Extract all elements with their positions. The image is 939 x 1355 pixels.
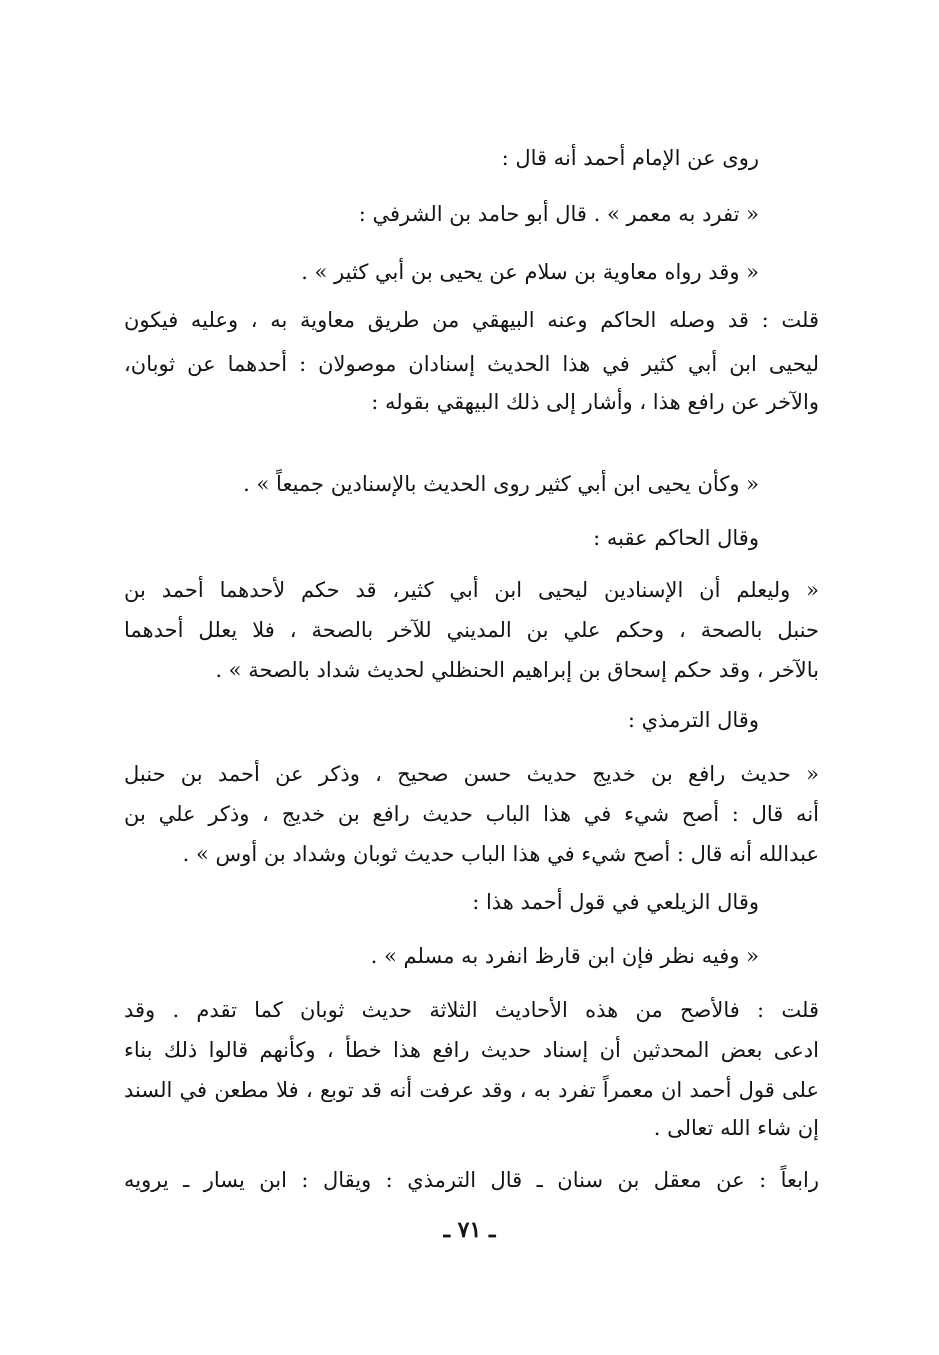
quote-line: حنبل بالصحة ، وحكم علي بن المديني للآخر بالصحة ، فلا يعلل أحدهما [124, 618, 819, 642]
quote-line: « حديث رافع بن خديج حديث حسن صحيح ، وذكر عن أحمد بن حنبل [124, 762, 819, 786]
text-line: وقال الزيلعي في قول أحمد هذا : [472, 890, 759, 914]
quote-line: « وكأن يحيى ابن أبي كثير روى الحديث بالإسنادين جميعاً » . [243, 472, 759, 496]
quote-line: « تفرد به معمر » . قال أبو حامد بن الشرفي : [358, 202, 759, 226]
text-line: على قول أحمد ان معمراً تفرد به ، وقد عرفت أنه قد توبع ، فلا مطعن في السند [124, 1078, 819, 1102]
quote-line: « وفيه نظر فإن ابن قارظ انفرد به مسلم » . [370, 944, 759, 968]
quote-line: عبدالله أنه قال : أصح شيء في هذا الباب حديث ثوبان وشداد بن أوس » . [182, 842, 819, 866]
text-line: ادعى بعض المحدثين أن إسناد حديث رافع هذا خطأ ، وكأنهم قالوا ذلك بناء [124, 1038, 819, 1062]
page-number: ـ ٧١ ـ [443, 1217, 496, 1243]
text-line: والآخر عن رافع هذا ، وأشار إلى ذلك البيهقي بقوله : [371, 390, 819, 414]
quote-line: بالآخر ، وقد حكم إسحاق بن إبراهيم الحنظلي لحديث شداد بالصحة » . [215, 658, 819, 682]
text-line: وقال الترمذي : [627, 708, 759, 732]
text-line: ليحيى ابن أبي كثير في هذا الحديث إسنادان موصولان : أحدهما عن ثوبان، [124, 352, 819, 376]
text-line: وقال الحاكم عقبه : [593, 526, 759, 550]
quote-line: « وليعلم أن الإسنادين ليحيى ابن أبي كثير، قد حكم لأحدهما أحمد بن [124, 578, 819, 602]
text-line: إن شاء الله تعالى . [653, 1116, 819, 1140]
quote-line: أنه قال : أصح شيء في هذا الباب حديث رافع بن خديج ، وذكر علي بن [124, 802, 819, 826]
text-line: قلت : فالأصح من هذه الأحاديث الثلاثة حديث ثوبان كما تقدم . وقد [124, 998, 819, 1022]
text-line: روى عن الإمام أحمد أنه قال : [501, 146, 759, 170]
text-line: رابعاً : عن معقل بن سنان ـ قال الترمذي : ويقال : ابن يسار ـ يرويه [124, 1168, 819, 1192]
text-line: قلت : قد وصله الحاكم وعنه البيهقي من طريق معاوية به ، وعليه فيكون [124, 308, 819, 332]
quote-line: « وقد رواه معاوية بن سلام عن يحيى بن أبي كثير » . [301, 260, 759, 284]
